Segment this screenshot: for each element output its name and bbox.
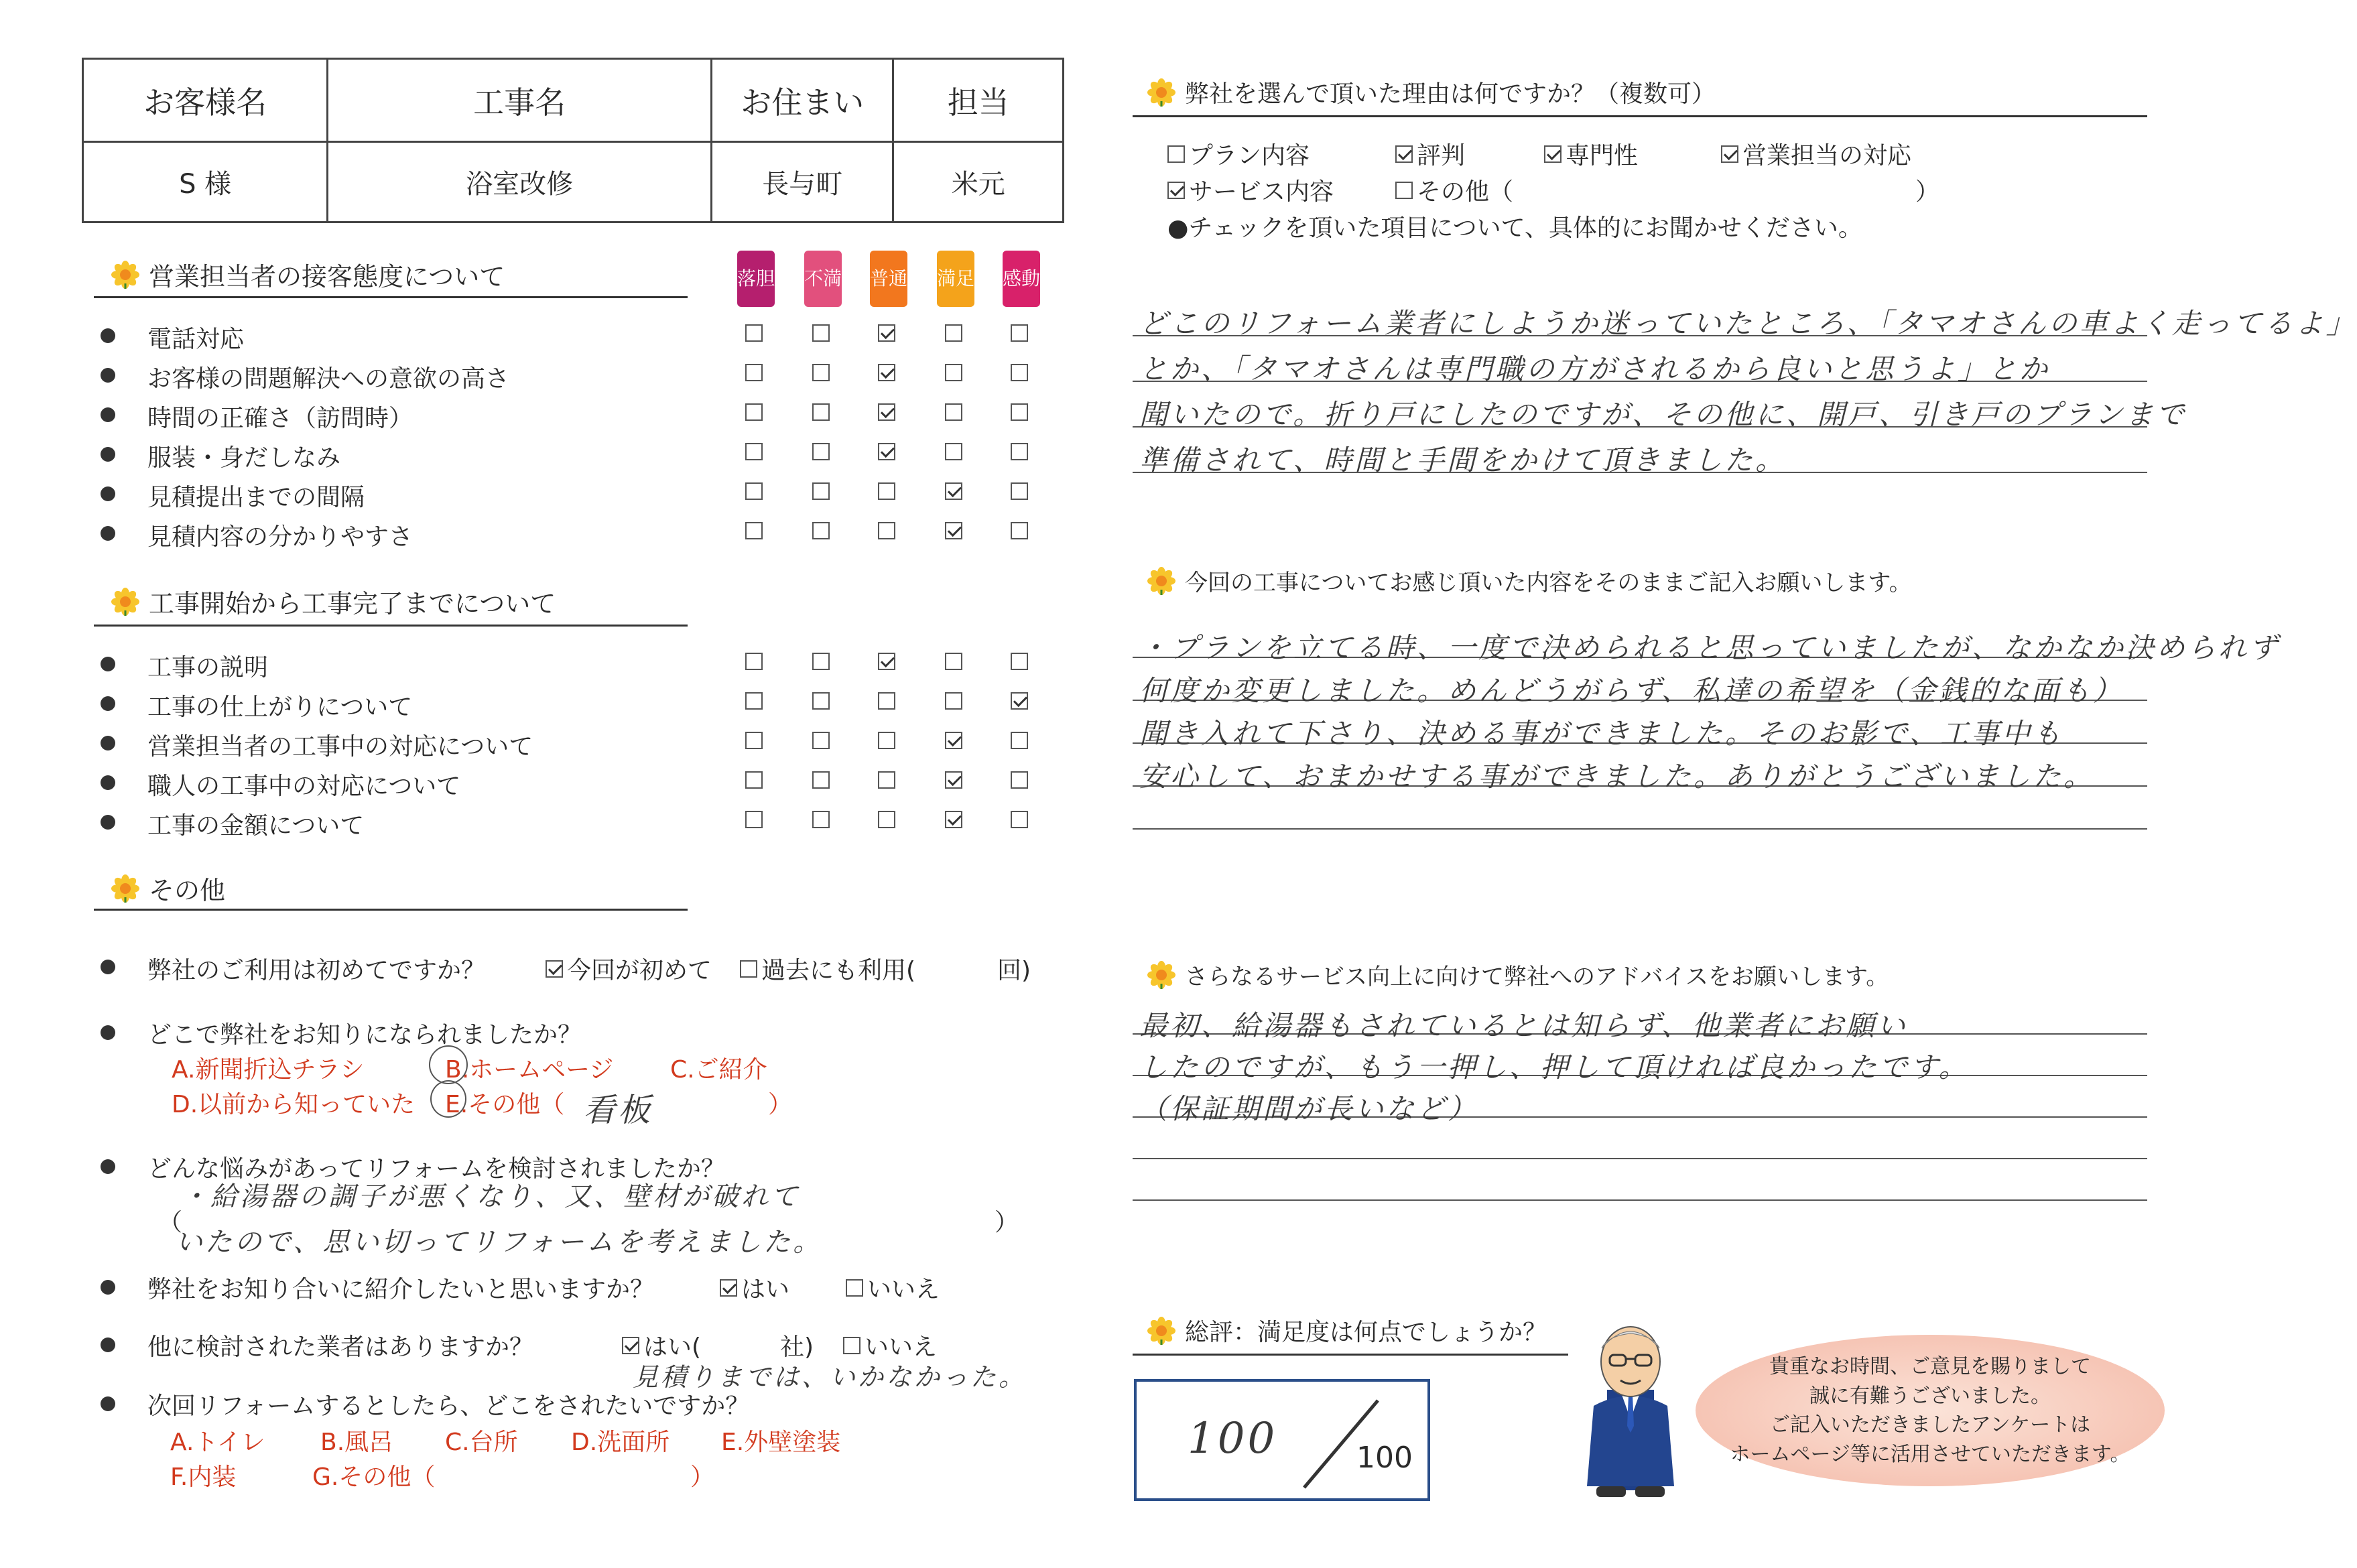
handwritten-line: 準備されて、時間と手間をかけて頂きました。 [1139, 444, 1787, 476]
checkbox[interactable] [1721, 145, 1738, 163]
rating-label-4: 感動 [1003, 251, 1040, 307]
reason-option-label: 営業担当の対応 [1742, 142, 1912, 170]
header-staff: 担当 [893, 59, 1064, 142]
value-address: 長与町 [712, 142, 893, 222]
q1-opt1-label: 今回が初めて [567, 957, 712, 984]
reason-other-close: ） [1915, 178, 1940, 206]
handwritten-line: （保証期間が長いなど） [1139, 1092, 1479, 1125]
rating-checkbox[interactable] [945, 811, 962, 828]
reason-note: ●チェックを頂いた項目について、具体的にお聞かせください。 [1167, 214, 1862, 242]
rating-checkbox[interactable] [945, 522, 962, 539]
bullet [101, 407, 115, 422]
rating-checkbox[interactable] [812, 364, 830, 381]
q3-handwritten-line2: いたので、思い切ってリフォームを考えました。 [176, 1227, 823, 1258]
q6-option-f: F.内装 [170, 1463, 237, 1491]
checkbox[interactable] [1395, 145, 1413, 163]
handwritten-line: どこのリフォーム業者にしようか迷っていたところ、「タマオさんの車よく走ってるよ」 [1139, 307, 2357, 340]
rating-checkbox[interactable] [945, 653, 962, 670]
rating-checkbox[interactable] [745, 811, 763, 828]
reason-option[interactable] [1167, 137, 1310, 171]
handwritten-line: 安心して、おまかせする事ができました。ありがとうございました。 [1139, 760, 2095, 793]
value-work: 浴室改修 [328, 142, 712, 222]
rating-checkbox[interactable] [1011, 443, 1028, 460]
q1-text: 弊社のご利用は初めてですか？ [147, 957, 486, 984]
rating-checkbox[interactable] [878, 811, 895, 828]
rating-checkbox[interactable] [945, 482, 962, 500]
rating-item-label: 電話対応 [147, 326, 245, 353]
rating-item-label: 時間の正確さ（訪問時） [147, 405, 413, 432]
thanks-line: 誠に有難うございました。 [1809, 1384, 2051, 1408]
reason-option[interactable] [1544, 137, 1638, 171]
rating-checkbox[interactable] [812, 653, 830, 670]
q1-option-first[interactable] [546, 952, 712, 986]
flower-icon [1147, 961, 1175, 989]
rating-checkbox[interactable] [812, 482, 830, 500]
reason-option-label: 評判 [1417, 142, 1466, 170]
rating-checkbox[interactable] [745, 324, 763, 342]
reason-option-label: その他（ [1417, 178, 1514, 206]
rating-item-label: 工事の説明 [147, 654, 269, 681]
q2-text: どこで弊社をお知りになられましたか？ [147, 1021, 582, 1049]
rating-checkbox[interactable] [745, 403, 763, 421]
rating-checkbox[interactable] [1011, 324, 1028, 342]
rating-checkbox[interactable] [745, 443, 763, 460]
bullet [101, 1280, 115, 1295]
rating-checkbox[interactable] [878, 771, 895, 789]
section-title-text: さらなるサービス向上に向けて弊社へのアドバイスをお願いします。 [1185, 964, 1889, 990]
flower-icon [111, 588, 139, 616]
q2-handwritten-answer: 看板 [583, 1092, 653, 1129]
rating-checkbox[interactable] [812, 771, 830, 789]
q5-no-label: いいえ [865, 1333, 938, 1361]
value-customer: S 様 [83, 142, 328, 222]
rating-checkbox[interactable] [1011, 653, 1028, 670]
rating-item-label: 営業担当者の工事中の対応について [147, 733, 533, 761]
bullet [101, 960, 115, 974]
q5-text: 他に検討された業者はありますか？ [147, 1333, 534, 1361]
rating-checkbox[interactable] [945, 692, 962, 710]
bullet [101, 526, 115, 541]
flower-icon [111, 874, 139, 903]
rating-checkbox[interactable] [812, 324, 830, 342]
q6-option-e: E.外壁塗装 [721, 1429, 841, 1456]
rating-checkbox[interactable] [878, 692, 895, 710]
q1-opt2-end: 回) [997, 957, 1031, 984]
writing-line [1133, 1158, 2147, 1159]
rating-checkbox[interactable] [945, 443, 962, 460]
rating-item-label: 服装・身だしなみ [147, 444, 341, 472]
bullet [101, 447, 115, 462]
bullet [101, 1025, 115, 1040]
header-work: 工事名 [328, 59, 712, 142]
rating-checkbox[interactable] [812, 443, 830, 460]
rating-checkbox[interactable] [812, 522, 830, 539]
rating-label-0: 落胆 [737, 251, 775, 307]
bullet [101, 1159, 115, 1174]
rating-checkbox[interactable] [745, 732, 763, 749]
q4-text: 弊社をお知り合いに紹介したいと思いますか？ [147, 1276, 655, 1303]
q4-yes-label: はい [741, 1276, 790, 1303]
divider [1133, 1354, 1568, 1356]
rating-item-label: 見積内容の分かりやすさ [147, 523, 413, 551]
bullet [101, 815, 115, 830]
rating-checkbox[interactable] [1011, 364, 1028, 381]
bullet [101, 696, 115, 711]
handwritten-line: 何度か変更しました。めんどうがらず、私達の希望を（金銭的な面も） [1139, 674, 2124, 707]
flower-icon [1147, 1317, 1175, 1345]
divider [1133, 115, 2147, 117]
rating-item-label: 職人の工事中の対応について [147, 773, 461, 800]
q4-option-no[interactable] [846, 1270, 940, 1305]
thanks-line: 貴重なお時間、ご意見を賜りまして [1769, 1355, 2091, 1378]
q3-close: ） [995, 1209, 1019, 1236]
rating-checkbox[interactable] [945, 324, 962, 342]
rating-checkbox[interactable] [1011, 732, 1028, 749]
checkbox[interactable] [546, 960, 563, 978]
flower-icon [1147, 567, 1175, 595]
impression-section-title [1147, 564, 1912, 597]
handwritten-line: したのですが、もう一押し、押して頂ければ良かったです。 [1139, 1051, 1970, 1084]
q1-option-past[interactable] [740, 952, 915, 986]
header-address: お住まい [712, 59, 893, 142]
header-customer: お客様名 [83, 59, 328, 142]
divider [94, 909, 688, 911]
bullet [101, 1337, 115, 1352]
bullet [101, 657, 115, 671]
rating-checkbox[interactable] [812, 403, 830, 421]
divider [94, 625, 688, 627]
customer-info-table [82, 58, 1064, 223]
rating-checkbox[interactable] [745, 522, 763, 539]
checkbox[interactable] [1544, 145, 1562, 163]
handwritten-line: とか、「タマオさんは専門職の方がされるから良いと思うよ」とか [1139, 352, 2051, 385]
q1-opt2-label: 過去にも利用( [761, 957, 916, 984]
bullet [101, 486, 115, 501]
reason-option-label: 専門性 [1566, 142, 1639, 170]
handwritten-line: 最初、給湯器もされているとは知らず、他業者にお願い [1139, 1009, 1908, 1042]
section-title-service [111, 256, 505, 293]
q6-option-d: D.洗面所 [571, 1429, 670, 1456]
reason-option[interactable] [1721, 137, 1911, 171]
rating-checkbox[interactable] [812, 732, 830, 749]
rating-label-3: 満足 [937, 251, 974, 307]
q6-option-g-end: ） [690, 1463, 715, 1491]
q3-open: （ [158, 1209, 183, 1236]
rating-checkbox[interactable] [745, 692, 763, 710]
rating-checkbox[interactable] [878, 443, 895, 460]
section-title-other [111, 870, 225, 907]
thank-you-bubble [1696, 1335, 2165, 1486]
section-title-construction [111, 583, 556, 620]
handwritten-line: ・プランを立てる時、一度で決められると思っていましたが、なかなか決められず [1139, 631, 2281, 664]
q5-yes-label: はい( [643, 1333, 702, 1361]
thanks-line: ホームページ等に活用させていただきます。 [1730, 1442, 2130, 1466]
rating-checkbox[interactable] [745, 364, 763, 381]
divider [94, 296, 688, 298]
writing-line [1133, 1199, 2147, 1201]
reason-option[interactable] [1395, 173, 1513, 207]
rating-checkbox[interactable] [812, 692, 830, 710]
reason-option-label: プラン内容 [1189, 142, 1310, 170]
total-section-title [1147, 1313, 1547, 1348]
q4-option-yes[interactable] [720, 1270, 789, 1305]
q5-sha: 社) [780, 1333, 814, 1361]
bullet [101, 328, 115, 343]
flower-icon [111, 261, 139, 289]
rating-item-label: お客様の問題解決への意欲の高さ [147, 365, 510, 393]
rating-checkbox[interactable] [878, 482, 895, 500]
reason-section-title [1147, 75, 1716, 109]
rating-checkbox[interactable] [745, 482, 763, 500]
rating-item-label: 工事の金額について [147, 812, 365, 840]
rating-item-label: 見積提出までの間隔 [147, 484, 365, 511]
checkbox[interactable] [846, 1279, 863, 1297]
q2-option-c: C.ご紹介 [670, 1056, 767, 1084]
q6-option-c: C.台所 [445, 1429, 518, 1456]
rating-checkbox[interactable] [1011, 771, 1028, 789]
q3-handwritten-line1: ・給湯器の調子が悪くなり、又、壁材が破れて [181, 1181, 800, 1212]
checkbox[interactable] [843, 1337, 861, 1354]
q6-option-g: G.その他（ [312, 1463, 436, 1491]
handwritten-line: 聞いたので。折り戸にしたのですが、その他に、開戸、引き戸のプランまで [1139, 398, 2187, 431]
rating-label-1: 不満 [804, 251, 842, 307]
rating-checkbox[interactable] [1011, 692, 1028, 710]
bullet [101, 368, 115, 383]
advice-section-title [1147, 958, 1889, 991]
q6-text: 次回リフォームするとしたら、どこをされたいですか？ [147, 1392, 750, 1420]
rating-checkbox[interactable] [745, 771, 763, 789]
checkbox[interactable] [1395, 182, 1413, 199]
section-title-text: その他 [149, 876, 226, 905]
checkbox[interactable] [1167, 145, 1185, 163]
q2-option-a: A.新聞折込チラシ [172, 1056, 365, 1084]
rating-checkbox[interactable] [812, 811, 830, 828]
q2-option-b: B.ホームページ [445, 1056, 614, 1084]
rating-checkbox[interactable] [878, 732, 895, 749]
checkbox[interactable] [1167, 182, 1185, 199]
section-title-text: 弊社を選んで頂いた理由は何ですか？（複数可） [1185, 80, 1716, 108]
score-max: 100 [1356, 1441, 1413, 1475]
reason-option[interactable] [1167, 173, 1334, 207]
rating-checkbox[interactable] [1011, 482, 1028, 500]
rating-checkbox[interactable] [745, 653, 763, 670]
rating-checkbox[interactable] [945, 364, 962, 381]
q2-option-e: E.その他（ [445, 1091, 565, 1118]
circle-mark [429, 1045, 468, 1084]
q6-option-a: A.トイレ [170, 1429, 265, 1456]
bullet [101, 1396, 115, 1411]
rating-checkbox[interactable] [1011, 522, 1028, 539]
thanks-line: ご記入いただきましたアンケートは [1769, 1413, 2091, 1437]
section-title-text: 総評：満足度は何点でしょうか？ [1185, 1319, 1547, 1346]
rating-checkbox[interactable] [878, 653, 895, 670]
rating-checkbox[interactable] [878, 324, 895, 342]
q3-text: どんな悩みがあってリフォームを検討されましたか？ [147, 1155, 725, 1183]
writing-line [1133, 828, 2147, 830]
q2-option-e-end: ） [768, 1091, 793, 1118]
checkbox[interactable] [720, 1279, 737, 1297]
score-handwritten: 100 [1188, 1414, 1278, 1463]
reason-option-label: サービス内容 [1189, 178, 1334, 206]
bullet [101, 736, 115, 750]
rating-checkbox[interactable] [1011, 403, 1028, 421]
mascot-president-icon [1567, 1319, 1694, 1501]
rating-checkbox[interactable] [1011, 811, 1028, 828]
value-staff: 米元 [893, 142, 1064, 222]
rating-checkbox[interactable] [945, 403, 962, 421]
circle-mark [430, 1080, 466, 1118]
rating-checkbox[interactable] [945, 732, 962, 749]
rating-checkbox[interactable] [878, 403, 895, 421]
handwritten-line: 聞き入れて下さり、決める事ができました。そのお影で、工事中も [1139, 717, 2064, 750]
bullet [101, 775, 115, 790]
rating-item-label: 工事の仕上がりについて [147, 694, 413, 721]
section-title-text: 工事開始から工事完了までについて [149, 589, 556, 618]
q4-no-label: いいえ [867, 1276, 940, 1303]
rating-label-2: 普通 [870, 251, 907, 307]
q5-handwritten-answer: 見積りまでは、いかなかった。 [633, 1362, 1027, 1392]
section-title-text: 営業担当者の接客態度について [149, 262, 505, 291]
checkbox[interactable] [622, 1337, 639, 1354]
rating-checkbox[interactable] [878, 522, 895, 539]
checkbox[interactable] [740, 960, 757, 978]
rating-checkbox[interactable] [945, 771, 962, 789]
q2-option-d: D.以前から知っていた [172, 1091, 416, 1118]
q6-option-b: B.風呂 [320, 1429, 393, 1456]
reason-option[interactable] [1395, 137, 1465, 171]
section-title-text: 今回の工事についてお感じ頂いた内容をそのままご記入お願いします。 [1185, 570, 1912, 596]
rating-checkbox[interactable] [878, 364, 895, 381]
flower-icon [1147, 78, 1175, 107]
